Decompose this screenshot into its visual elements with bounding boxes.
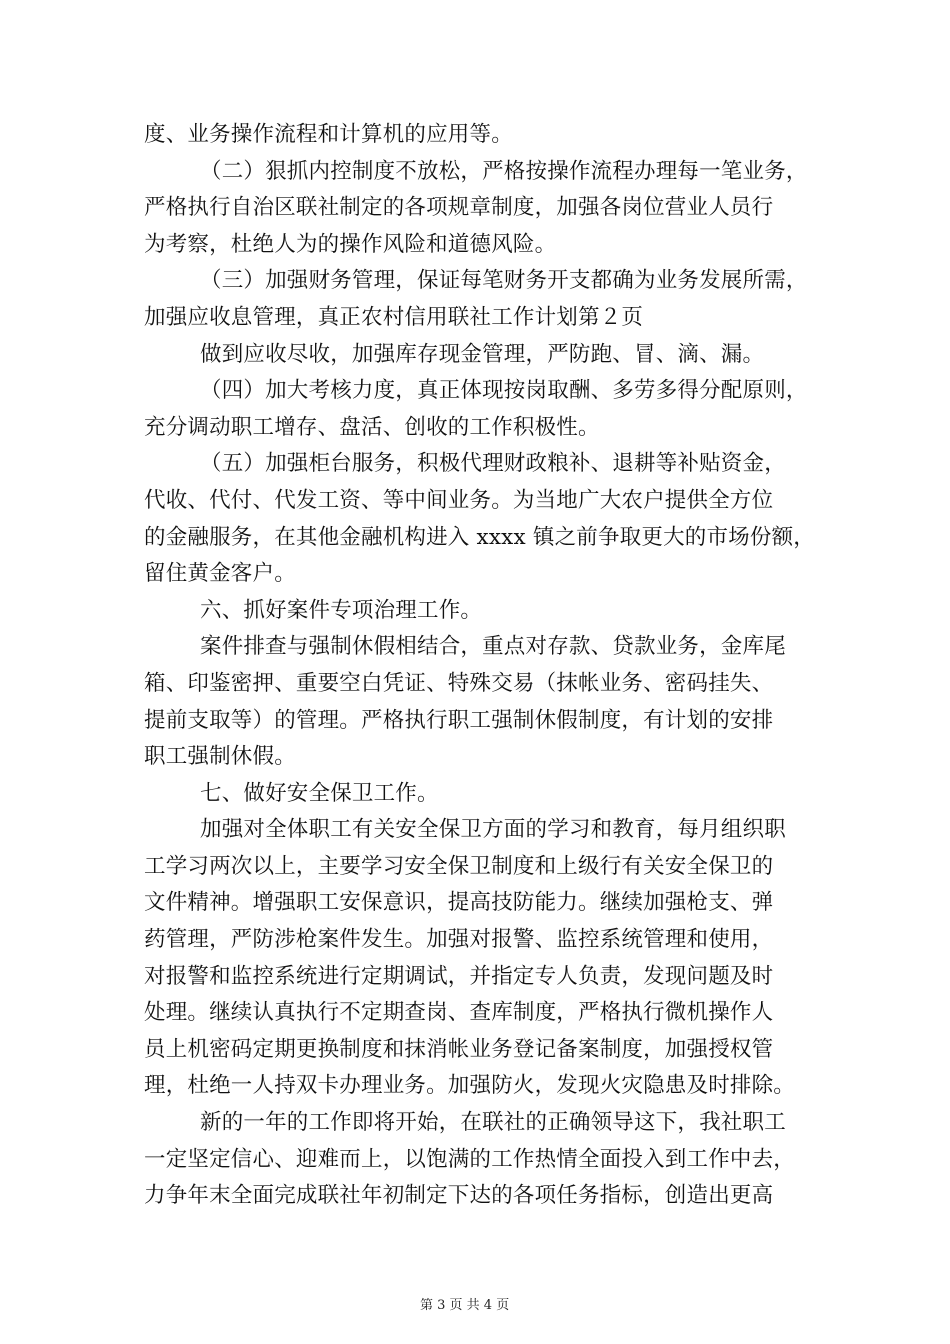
text-line: （三）加强财务管理，保证每笔财务开支都确为业务发展所需，	[200, 268, 808, 294]
text-line: 加强应收息管理，真正农村信用联社工作计划第２页	[144, 304, 644, 330]
text-line: 做到应收尽收，加强库存现金管理，严防跑、冒、滴、漏。	[200, 341, 765, 367]
text-line: （五）加强柜台服务，积极代理财政粮补、退耕等补贴资金，	[200, 451, 786, 477]
text-line: 新的一年的工作即将开始，在联社的正确领导这下，我社职工	[200, 1110, 786, 1136]
text-line: 留住黄金客户。	[144, 561, 296, 587]
text-line: 严格执行自治区联社制定的各项规章制度，加强各岗位营业人员行	[144, 195, 774, 221]
text-line: 的金融服务，在其他金融机构进入 xxxx 镇之前争取更大的市场份额，	[144, 524, 815, 550]
text-line: 对报警和监控系统进行定期调试，并指定专人负责，发现问题及时	[144, 963, 774, 989]
document-body	[144, 117, 824, 1215]
text-line: 药管理，严防涉枪案件发生。加强对报警、监控系统管理和使用，	[144, 927, 774, 953]
text-line: 为考察，杜绝人为的操作风险和道德风险。	[144, 231, 557, 257]
text-line: 处理。继续认真执行不定期查岗、查库制度，严格执行微机操作人	[144, 1000, 774, 1026]
text-line: 案件排查与强制休假相结合，重点对存款、贷款业务，金库尾	[200, 634, 786, 660]
text-line: 一定坚定信心、迎难而上，以饱满的工作热情全面投入到工作中去，	[144, 1146, 796, 1172]
text-line: 工学习两次以上，主要学习安全保卫制度和上级行有关安全保卫的	[144, 853, 774, 879]
text-line: 加强对全体职工有关安全保卫方面的学习和教育，每月组织职	[200, 817, 786, 843]
text-line: 文件精神。增强职工安保意识，提高技防能力。继续加强枪支、弹	[144, 890, 774, 916]
text-line: 度、业务操作流程和计算机的应用等。	[144, 122, 513, 147]
text-line: 力争年末全面完成联社年初制定下达的各项任务指标，创造出更高	[144, 1183, 774, 1209]
text-line: 六、抓好案件专项治理工作。	[200, 597, 483, 623]
text-line: 箱、印鉴密押、重要空白凭证、特殊交易（抹帐业务、密码挂失、	[144, 670, 774, 696]
text-line: 理，杜绝一人持双卡办理业务。加强防火，发现火灾隐患及时排除。	[144, 1073, 796, 1099]
text-line: 提前支取等）的管理。严格执行职工强制休假制度，有计划的安排	[144, 707, 774, 733]
text-line: （二）狠抓内控制度不放松，严格按操作流程办理每一笔业务，	[200, 158, 808, 184]
text-line: 代收、代付、代发工资、等中间业务。为当地广大农户提供全方位	[144, 487, 774, 513]
text-line: 员上机密码定期更换制度和抹消帐业务登记备案制度，加强授权管	[144, 1036, 774, 1062]
text-line: 职工强制休假。	[144, 744, 296, 770]
page-number-footer: 第 3 页 共 4 页	[420, 1298, 510, 1313]
text-line: （四）加大考核力度，真正体现按岗取酬、多劳多得分配原则，	[200, 378, 808, 404]
text-line: 充分调动职工增存、盘活、创收的工作积极性。	[144, 414, 600, 440]
text-line: 七、做好安全保卫工作。	[200, 780, 439, 806]
